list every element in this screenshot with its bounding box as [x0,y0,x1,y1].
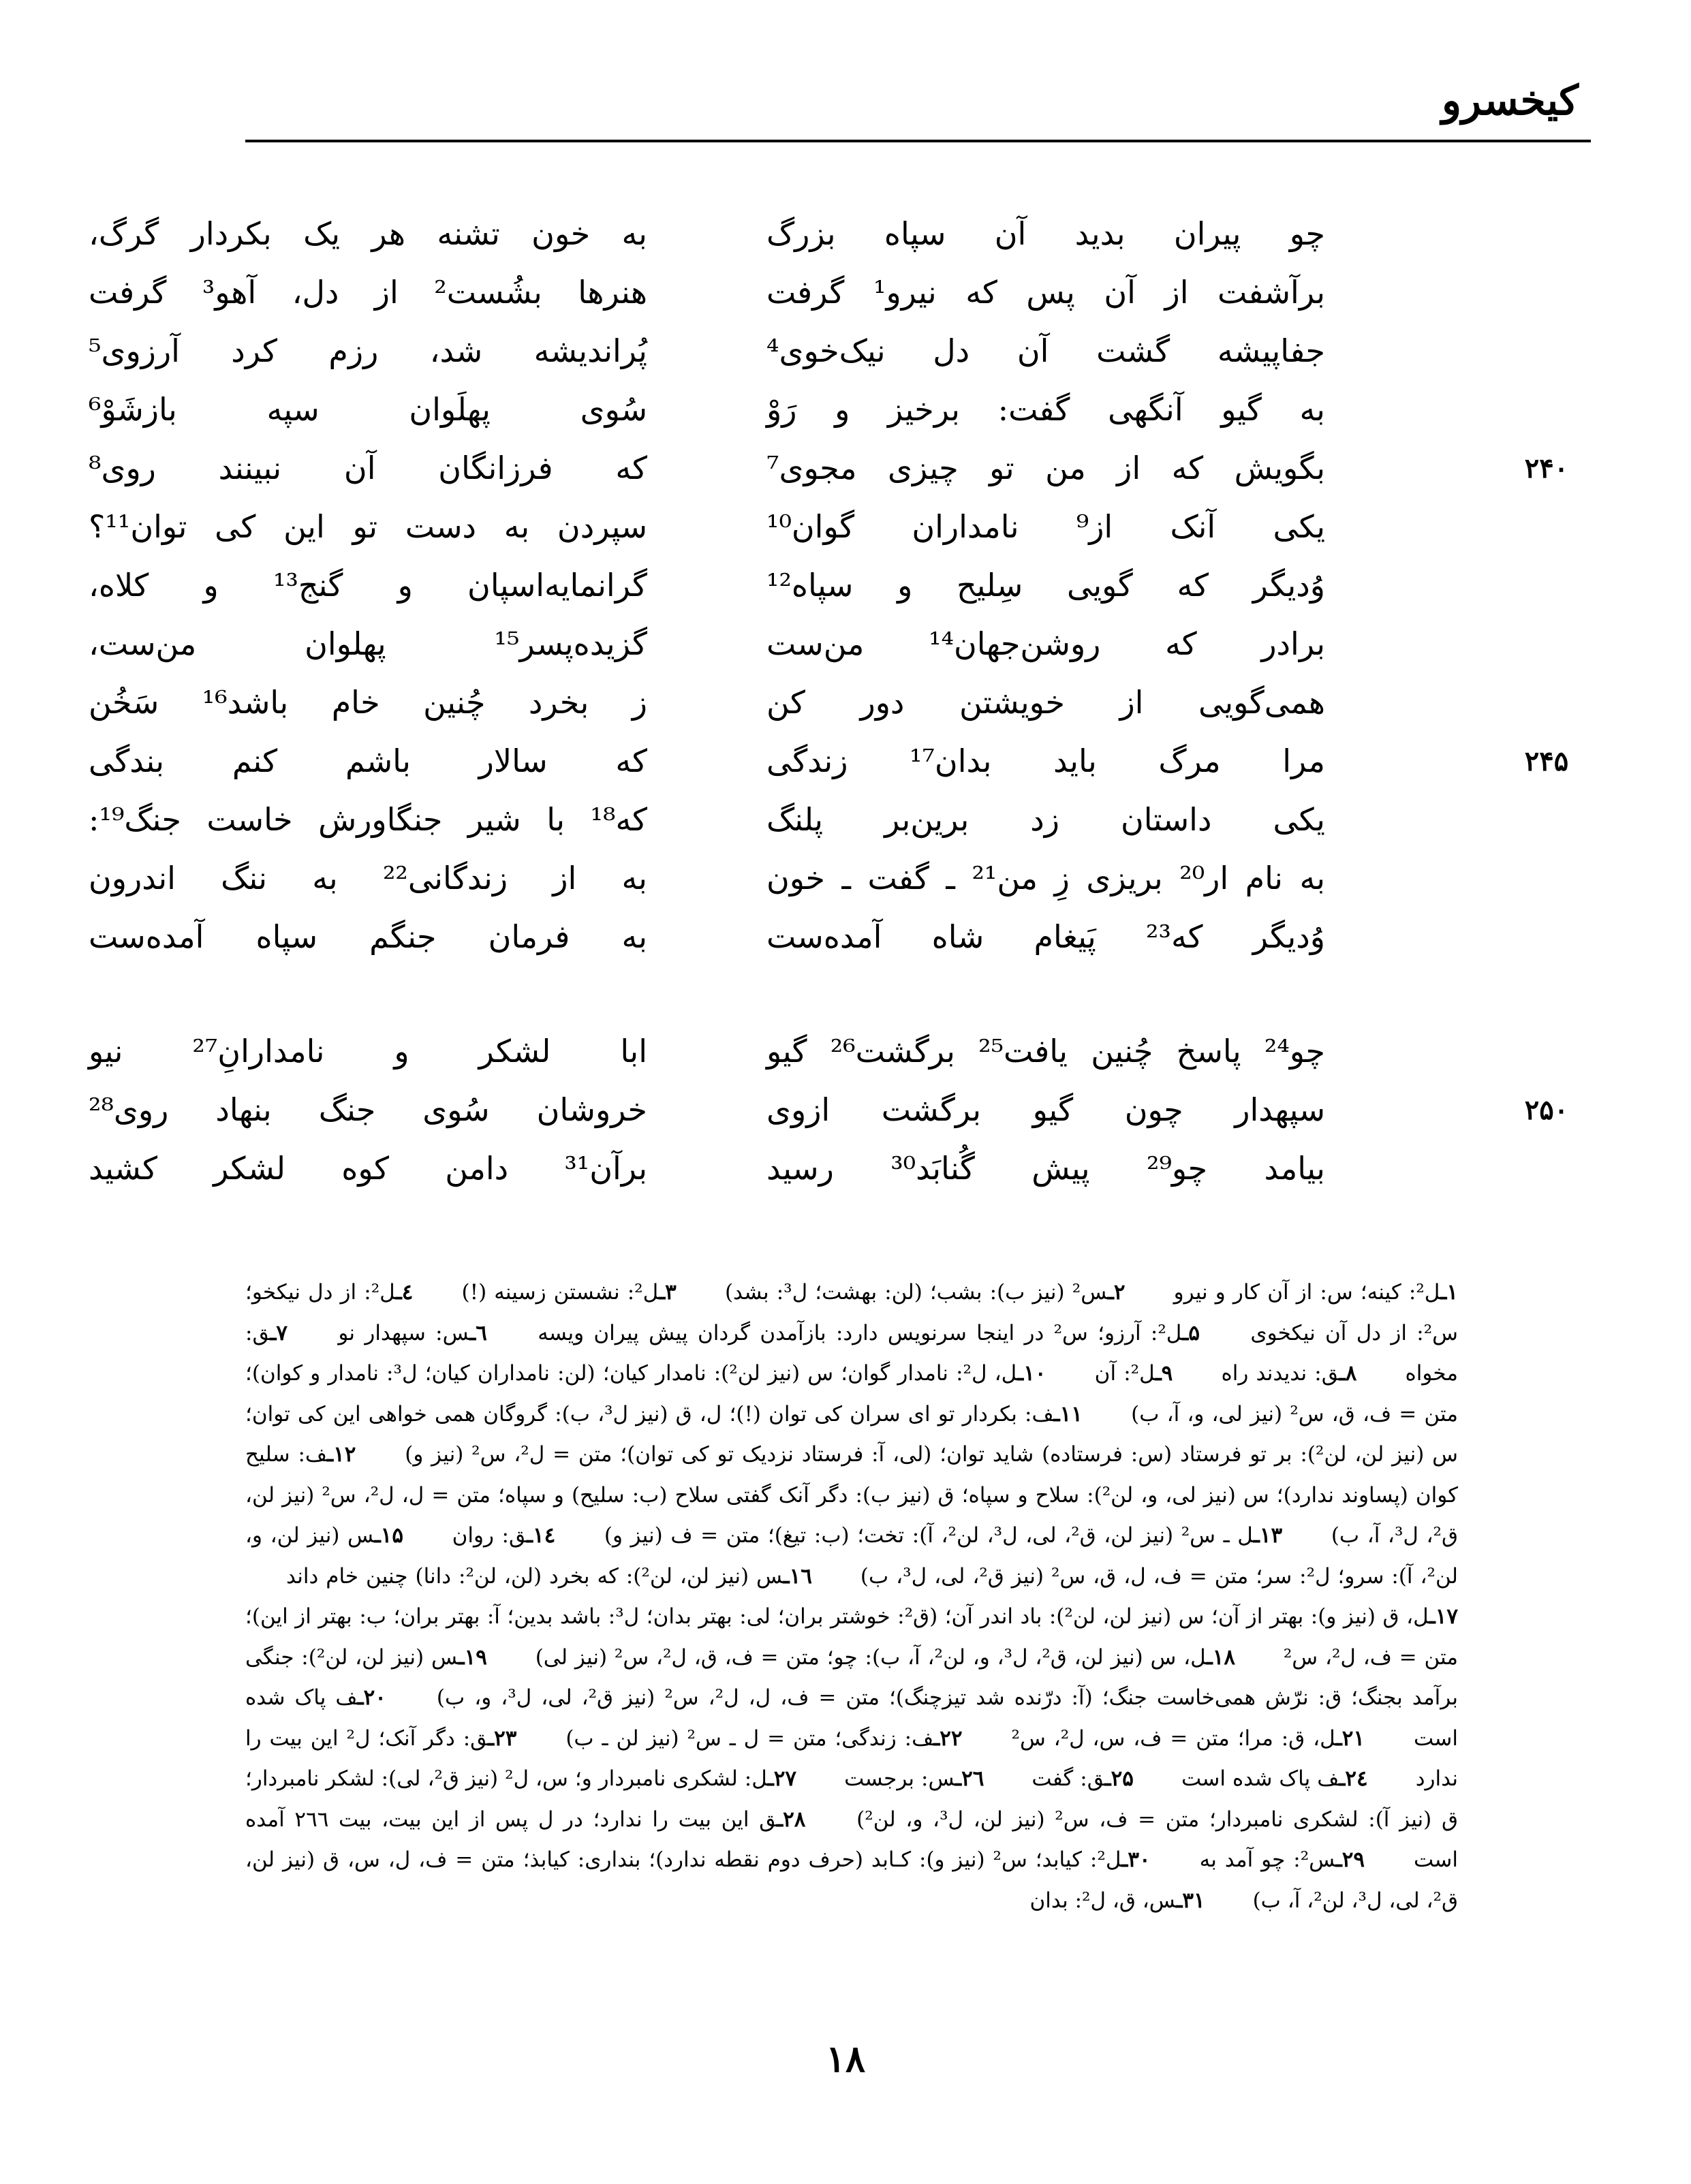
footnote [536,1645,1235,1670]
footnote [1181,1766,1368,1791]
footnote [1174,1280,1458,1305]
footnote [1031,1766,1134,1791]
footnote [1012,1726,1365,1751]
footnote [538,1321,1200,1345]
footnote [1200,1847,1365,1872]
footnote-number: ۱۰ـ [1017,1361,1046,1386]
footnote-number: ٤ـ [395,1280,414,1305]
page-number: ۱۸ [825,2037,865,2080]
footnote-text: ل²: کیابد؛ س² (نیز و): کـابد (حرف دوم نقطه ندارد)؛ بنداری: کیابذ؛ متن = ف، ل، س، ق (نیز لن، ق²، لی، ل³، لن²، آ، ب) [245,1847,1458,1913]
footnote-number: ۹ـ [1155,1361,1173,1386]
couplet [89,1139,1591,1198]
hemistich-second: سپردن به دست تو این کی توان¹¹؟ [89,508,647,545]
hemistich-first: برادر که روشن‌جهان¹⁴ من‌ست [766,625,1326,662]
footnote-number: ۲۱ـ [1335,1726,1365,1751]
footnote-text: ق: گفت [1031,1766,1105,1791]
couplet [89,849,1591,907]
footnote [844,1766,984,1791]
footnote-text: ف: بکردار تو ای سران کی توان (!)؛ ل، ق (نیز ل³، ب): گروگان همی خواهی این کی توان؛ س (نیز لن، لن²): بر تو فرستاد (س: فرستاده) شاید توان؛ (لی، آ: فرستاد نزدیک تو کی توان)؛ متن = ل²، س² (نیز و) [245,1401,1458,1467]
couplet [89,732,1591,790]
footnote-text: ل²: آرزو؛ س² در اینجا سرنویس دارد: بازآمدن گردان پیش پیران ویسه [538,1320,1183,1345]
couplet [89,322,1591,380]
footnote-number: ۵ـ [1182,1320,1200,1345]
footnote-text: ف پاک شده است [245,1685,1458,1751]
footnote-text: س، ق، ل²: بدان [1029,1888,1177,1913]
footnote [1095,1361,1173,1386]
footnote-number: ۱۹ـ [458,1644,487,1670]
footnote [725,1280,1126,1305]
footnote-number: ۱۸ـ [1206,1644,1236,1670]
hemistich-second: که فرزانگان آن نبینند روی⁸ [89,450,647,486]
couplet [89,790,1591,849]
hemistich-second: پُراندیشه شد، رزم کرد آرزوی⁵ [89,332,647,369]
hemistich-first: به نام ار²⁰ بریزی زِ من²¹ ـ گفت ـ خون [766,860,1325,896]
footnote-text: ف: سلیح کوان (پساوند ندارد)؛ س (نیز لی، و، لن²): سلاح و سپاه؛ ق (نیز ب): دگر آنک گفتی سلاح (ب: سلیح) و سپاه؛ متن = ل، ل²، س² (نیز لن، ق²، ل³، آ، ب) [245,1442,1459,1548]
footnote-text: س: سپهدار نو [338,1320,470,1345]
footnote-text: ق: مخواه [245,1320,1459,1386]
footnote-text: ف پاک شده است [1181,1766,1339,1791]
header-rule [245,140,1591,142]
footnote-text: ق این بیت را ندارد؛ در ل پس از این بیت، بیت ۲٦٦ آمده است [245,1807,1458,1872]
footnote [462,1280,677,1305]
hemistich-second: هنرها بشُست² از دل، آهو³ گرفت [89,274,647,311]
footnote-text: س (نیز لن، لن²): که بخرد (لن، لن²: دانا) چنین خام داند [286,1563,784,1589]
footnote-text: ل، ق: مرا؛ متن = ف، س، ل²، س² [1011,1726,1336,1751]
hemistich-first: یکی آنک از⁹ نامداران گوان¹⁰ [766,508,1325,545]
footnote-number: ۱۷ـ [1429,1604,1459,1629]
hemistich-first: جفاپیشه گشت آن دل نیک‌خوی⁴ [766,332,1325,369]
footnote [565,1726,962,1751]
footnote-number: ۲۹ـ [1335,1847,1365,1872]
verse-number: ۲۴۵ [1524,745,1569,777]
footnote-number: ۲۲ـ [933,1726,963,1751]
footnote-text: س² (نیز ب): بشب؛ (لن: بهشت؛ ل³: بشد) [724,1280,1108,1305]
footnote-number: ۲۵ـ [1104,1766,1134,1791]
hemistich-first: مرا مرگ باید بدان¹⁷ زندگی [766,743,1325,779]
footnote-text: س: برجست [844,1766,955,1791]
footnote [452,1523,556,1548]
poem-body [89,204,1591,1198]
footnote-number: ۲ـ [1107,1280,1126,1305]
couplet [89,556,1591,614]
hemistich-second: خروشان سُوی جنگ بنهاد روی²⁸ [89,1091,647,1128]
hemistich-second: به خون تشنه هر یک بکردار گرگ، [89,215,647,252]
couplet [89,1022,1591,1080]
footnote-text: س (نیز لن، و، لن²، آ): سرو؛ ل²: سر؛ متن = ف، ل، ق، س² (نیز ق²، لی، ل³، ب) [245,1523,1458,1589]
footnote-number: ۲۸ـ [777,1807,806,1832]
hemistich-second: ابا لشکر و نامدارانِ²⁷ نیو [89,1033,647,1070]
verse-number: ۲۴۰ [1524,452,1569,484]
hemistich-first: همی‌گویی از خویشتن دور کن [766,684,1325,721]
footnote-number: ۱۵ـ [374,1523,403,1548]
footnote-number: ۸ـ [1339,1361,1357,1386]
hemistich-first: وُدیگر که²³ پَیغام شاه آمده‌ست [766,918,1325,955]
footnote-text: ل، س (نیز لن، ق²، ل³، و، لن²، آ، ب): چو؛ متن = ف، ق، ل²، س² (نیز لی) [535,1644,1207,1670]
couplet [89,204,1591,263]
hemistich-first: چو پیران بدید آن سپاه بزرگ [766,215,1325,252]
hemistich-second: که سالار باشم کنم بندگی [89,743,647,779]
couplet [89,380,1591,439]
footnote-number: ۳۰ـ [1121,1847,1151,1872]
footnote-number: ۲٤ـ [1339,1766,1368,1791]
footnote-text: ل²: نشستن زسینه (!) [461,1280,660,1305]
hemistich-second: به فرمان جنگم سپاه آمده‌ست [89,918,647,955]
footnote-text: ق: دگر آنک؛ ل² این بیت را ندارد [245,1726,1458,1791]
footnote-text: ل²: کینه؛ س: از آن کار و نیرو [1173,1280,1441,1305]
footnote-number: ٦ـ [469,1320,487,1345]
hemistich-first: بگویش که از من تو چیزی مجوی⁷ [766,450,1325,486]
couplet [89,263,1591,322]
running-title: کیخسرو [1441,77,1579,125]
footnote-text: ف: زندگی؛ متن = ل ـ س² (نیز لن ـ ب) [565,1726,934,1751]
footnote-text: ل، ل²: نامدار گوان؛ س (نیز لن²): نامدار کیان؛ (لن: نامداران کیان؛ ل³: نامدار و کوان)؛ متن = ف، ق، س² (نیز لی، و، آ، ب) [245,1361,1458,1426]
couplet [89,614,1591,673]
hemistich-second: گرانمایه‌اسپان و گنج¹³ و کلاه، [89,567,647,604]
hemistich-first: سپهدار چون گیو برگشت ازوی [766,1091,1325,1128]
footnote-number: ۲٦ـ [955,1766,984,1791]
verse-number: ۲۵۰ [1524,1093,1569,1126]
footnote-number: ۱۲ـ [326,1442,356,1467]
couplet [89,673,1591,732]
footnote-number: ۲۰ـ [357,1685,386,1710]
footnote-number: ۳۱ـ [1176,1888,1205,1913]
couplet [89,907,1591,966]
footnote-number: ۱٤ـ [526,1523,556,1548]
footnote-text: ق: روان [452,1523,527,1548]
footnote [338,1321,486,1345]
footnote-text: ق: ندیدند راه [1221,1361,1339,1386]
footnote-text: ل²: از دل نیکخو؛ س²: از دل آن نیکخوی [245,1280,1459,1345]
footnote [604,1523,1282,1548]
hemistich-second: به از زندگانی²² به ننگ اندرون [89,860,647,896]
footnote-number: ۲۷ـ [767,1766,797,1791]
hemistich-second: ز بخرد چُنین خام باشد¹⁶ سَخُن [89,684,648,721]
hemistich-second: گزیده‌پسر¹⁵ پهلوان من‌ست، [89,625,647,662]
footnote-number: ۱۱ـ [1053,1401,1083,1426]
footnote-text: ل: لشکری نامبردار و؛ س، ل² (نیز ق²، لی): لشکر نامبردار؛ ق (نیز آ): لشکری نامبردار؛ متن = ف، س² (نیز لن، ل³، و، لن²) [245,1766,1459,1832]
footnote-number: ۷ـ [270,1320,288,1345]
hemistich-first: وُدیگر که گویی سِلیح و سپاه¹² [766,567,1325,604]
couplet [89,439,1591,497]
footnote-number: ۱۳ـ [1253,1523,1283,1548]
couplet [89,1080,1591,1139]
hemistich-first: برآشفت از آن پس که نیرو¹ گرفت [766,274,1326,311]
footnote [1029,1888,1205,1913]
footnote-text: ل²: آن [1094,1361,1155,1386]
footnote [1221,1361,1356,1386]
couplet [89,497,1591,556]
hemistich-first: یکی داستان زد برین‌بر پلنگ [766,801,1325,838]
footnotes [245,1273,1458,1921]
footnote-text: س (نیز لن، لن²): جنگی برآمد بجنگ؛ ق: نرّش همی‌خاست جنگ؛ (آ: درّنده شد تیزچنگ)؛ متن = ف، ل، ل²، س² (نیز ق²، لی، ل³، و، ب) [245,1644,1459,1710]
footnote-text: س²: چو آمد به [1199,1847,1336,1872]
hemistich-first: چو²⁴ پاسخ چُنین یافت²⁵ برگشت²⁶ گیو [766,1033,1325,1070]
footnote-text: ل، ق (نیز و): بهتر از آن؛ س (نیز لن، لن²): باد اندر آن؛ (ق²: خوشتر بران؛ لی: بهتر بدان؛ ل³: باشد بدین؛ آ: بهتر بران؛ ب: بهتر از این)؛ متن = ف، ل²، س² [245,1604,1459,1670]
footnote-text: ل ـ س² (نیز لن، ق²، لی، ل³، لن²، آ): تخت؛ (ب: تیغ)؛ متن = ف (نیز و) [604,1523,1254,1548]
hemistich-first: به گیو آنگهی گفت: برخیز و رَوْ [766,391,1325,428]
hemistich-second: برآن³¹ دامن کوه لشکر کشید [89,1150,647,1187]
hemistich-second: سُوی پهلَوان سپه بازشَوْ⁶ [89,391,647,428]
hemistich-first: بیامد چو²⁹ پیش گُنابَد³⁰ رسید [766,1150,1325,1187]
hemistich-second: که¹⁸ با شیر جنگاورش خاست جنگ¹⁹: [89,801,647,838]
footnote-number: ۳ـ [659,1280,677,1305]
footnote-number: ۱٦ـ [783,1563,812,1589]
footnote [286,1564,812,1589]
footnote-number: ۱ـ [1440,1280,1458,1305]
footnote-number: ۲۳ـ [488,1726,517,1751]
